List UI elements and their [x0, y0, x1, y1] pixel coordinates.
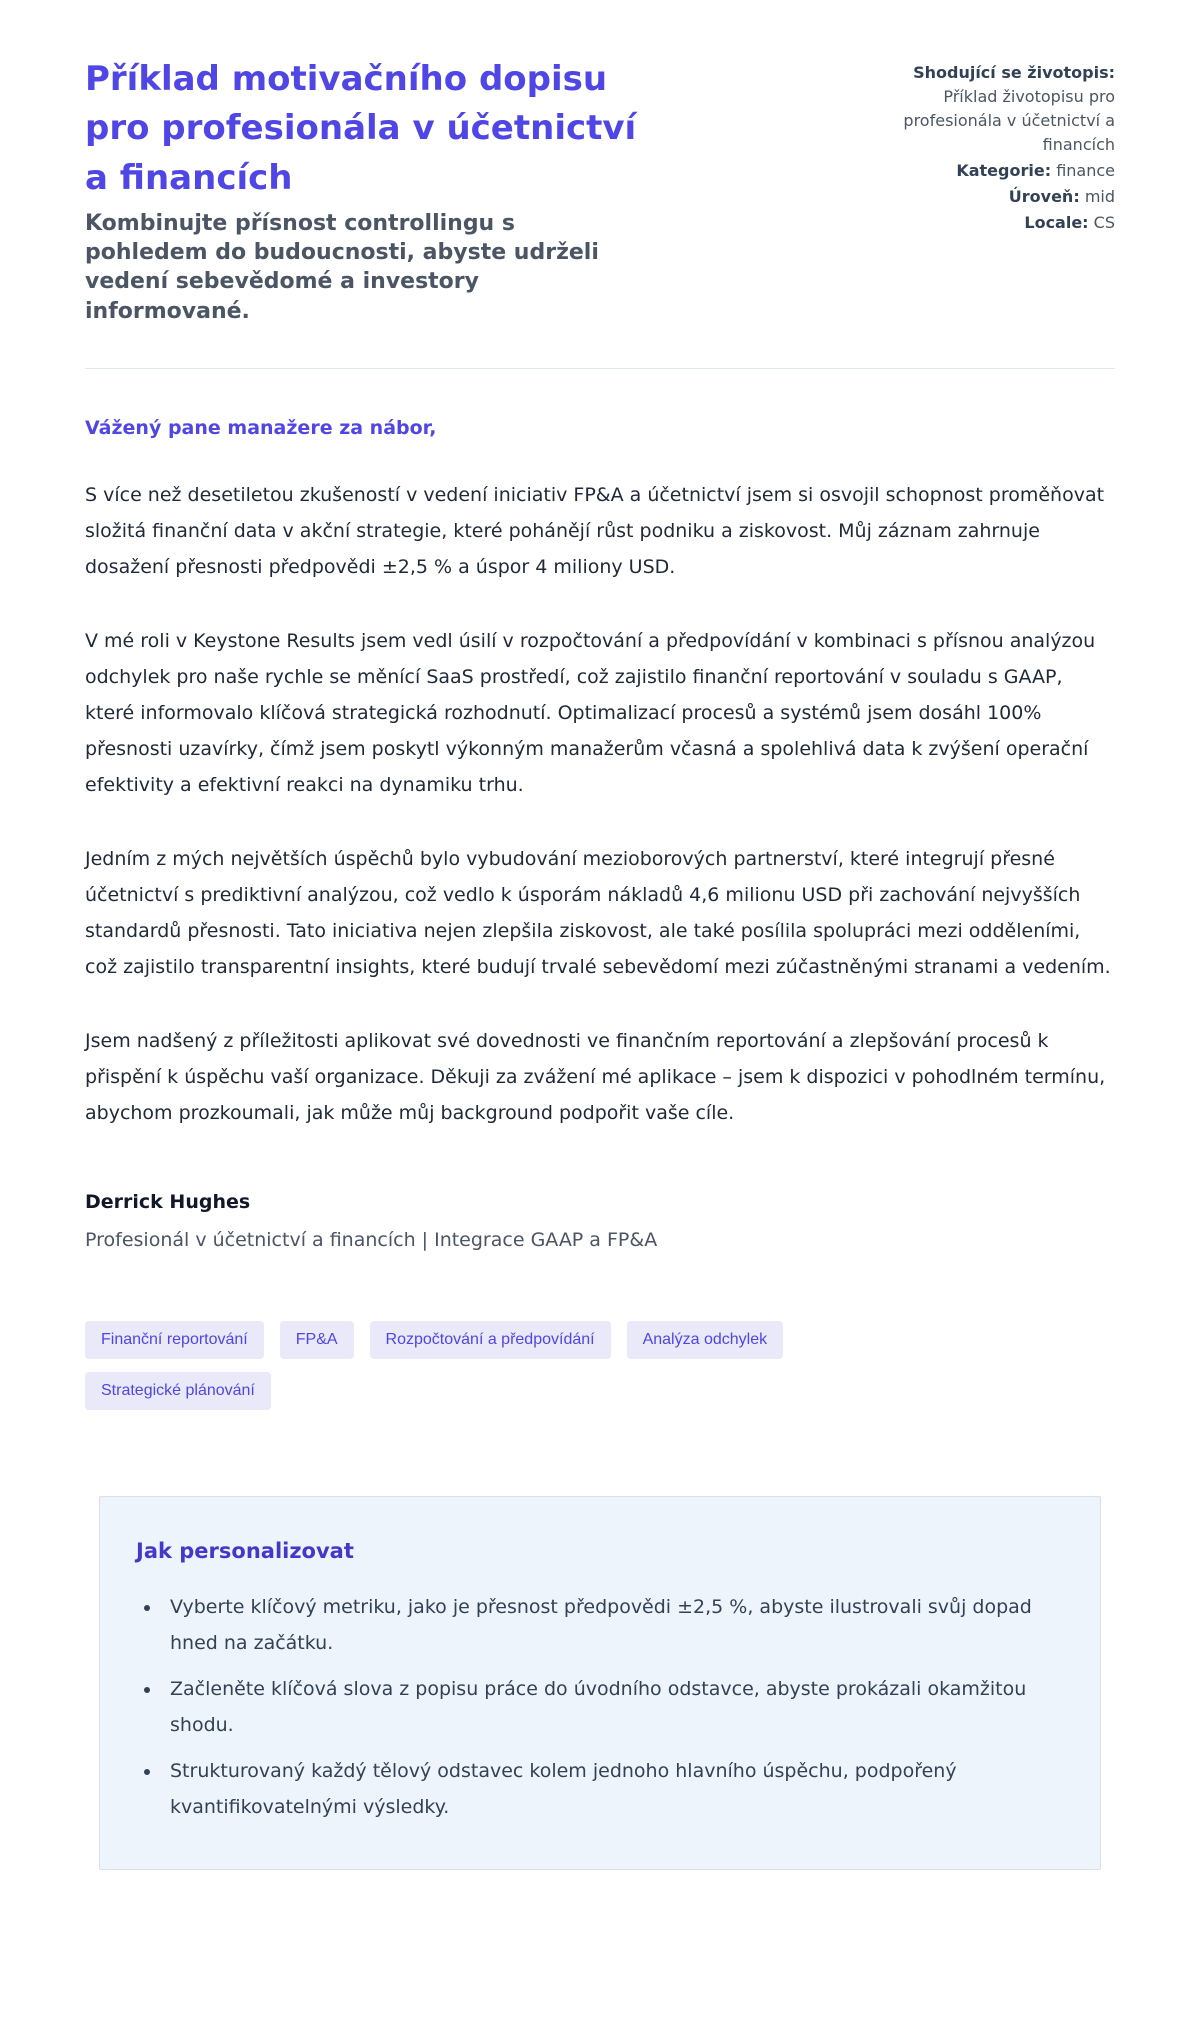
personalize-bullet: • Vyberte klíčový metriku, jako je přesnost předpovědi ±2,5 %, abyste ilustrovali svůj dopad hned na začátku. — [162, 1589, 1064, 1661]
meta-level — [850, 185, 1115, 209]
page-header — [85, 55, 1115, 326]
meta-category-value: finance — [1056, 161, 1115, 180]
letter-signature — [85, 1191, 1115, 1251]
tag-rozpoctovani-a-predpovidani[interactable]: Rozpočtování a předpovídání — [370, 1321, 611, 1359]
personalize-list — [136, 1589, 1064, 1825]
letter-paragraph: S více než desetiletou zkušeností v vedení iniciativ FP&A a účetnictví jsem si osvojil schopnost proměňovat složitá finanční data v akční strategie, které pohánějí růst podniku a ziskovost. Můj záznam zahrnuje dosažení přesnosti předpovědi ±2,5 % a úspor 4 miliony USD. — [85, 483, 1105, 578]
letter-body — [85, 417, 1115, 1251]
meta-category-label: Kategorie: — [956, 161, 1052, 180]
tag-strategicke-planovani[interactable]: Strategické plánování — [85, 1372, 271, 1410]
personalize-title: Jak personalizovat — [136, 1538, 354, 1563]
page-title: Příklad motivačního dopisu pro profesionála v účetnictví a financích — [85, 59, 637, 198]
meta-category — [850, 159, 1115, 183]
page-subtitle: Kombinujte přísnost controllingu s pohledem do budoucnosti, abyste udrželi vedení sebevědomé a investory informované. — [85, 210, 599, 324]
header-meta — [850, 61, 1115, 237]
meta-matching-resume-label: Shodující se životopis: — [913, 63, 1115, 82]
meta-locale-label: Locale: — [1024, 213, 1089, 232]
meta-locale-value: CS — [1093, 213, 1115, 232]
personalize-bullet: • Strukturovaný každý tělový odstavec kolem jednoho hlavního úspěchu, podpořený kvantifikovatelnými výsledky. — [162, 1753, 1064, 1825]
tag-financni-reportovani[interactable]: Finanční reportování — [85, 1321, 264, 1359]
meta-matching-resume-value: Příklad životopisu pro profesionála v účetnictví a financích — [903, 87, 1115, 154]
meta-level-label: Úroveň: — [1008, 187, 1080, 206]
letter-paragraph: V mé roli v Keystone Results jsem vedl úsilí v rozpočtování a předpovídání v kombinaci s přísnou analýzou odchylek pro naše rychle se měnící SaaS prostředí, což zajistilo finanční reportování v souladu s GAAP, které informovalo klíčová strategická rozhodnutí. Optimalizací procesů a systémů jsem dosáhl 100% přesnosti uzavírky, čímž jsem poskytl výkonným manažerům včasná a spolehlivá data k zvýšení operační efektivity a efektivní reakci na dynamiku trhu. — [85, 629, 1096, 796]
letter-greeting: Vážený pane manažere za nábor, — [85, 416, 437, 439]
cover-letter-page — [85, 0, 1115, 1870]
header-title-block — [85, 55, 685, 326]
meta-level-value: mid — [1084, 187, 1115, 206]
personalize-box — [99, 1496, 1101, 1870]
tag-fpa[interactable]: FP&A — [280, 1321, 354, 1359]
meta-locale — [850, 211, 1115, 235]
letter-paragraph: Jsem nadšený z příležitosti aplikovat své dovednosti ve finančním reportování a zlepšování procesů k přispění k úspěchu vaší organizace. Děkuji za zvážení mé aplikace – jsem k dispozici v pohodlném termínu, abychom prozkoumali, jak může můj background podpořit vaše cíle. — [85, 1029, 1106, 1124]
signature-title: Profesionál v účetnictví a financích | Integrace GAAP a FP&A — [85, 1228, 658, 1251]
personalize-bullet: • Začleněte klíčová slova z popisu práce do úvodního odstavce, abyste prokázali okamžitou shodu. — [162, 1671, 1064, 1743]
letter-paragraph: Jedním z mých největších úspěchů bylo vybudování mezioborových partnerství, které integrují přesné účetnictví s prediktivní analýzou, což vedlo k úsporám nákladů 4,6 milionu USD při zachování nejvyšších standardů přesnosti. Tato iniciativa nejen zlepšila ziskovost, ale také posílila spolupráci mezi odděleními, což zajistilo transparentní insights, které budují trvalé sebevědomí mezi zúčastněnými stranami a vedením. — [85, 847, 1111, 978]
signature-name: Derrick Hughes — [85, 1190, 251, 1213]
tag-analyza-odchylek[interactable]: Analýza odchylek — [627, 1321, 784, 1359]
skill-tags — [85, 1321, 805, 1410]
meta-matching-resume — [850, 61, 1115, 157]
header-divider — [85, 368, 1115, 369]
